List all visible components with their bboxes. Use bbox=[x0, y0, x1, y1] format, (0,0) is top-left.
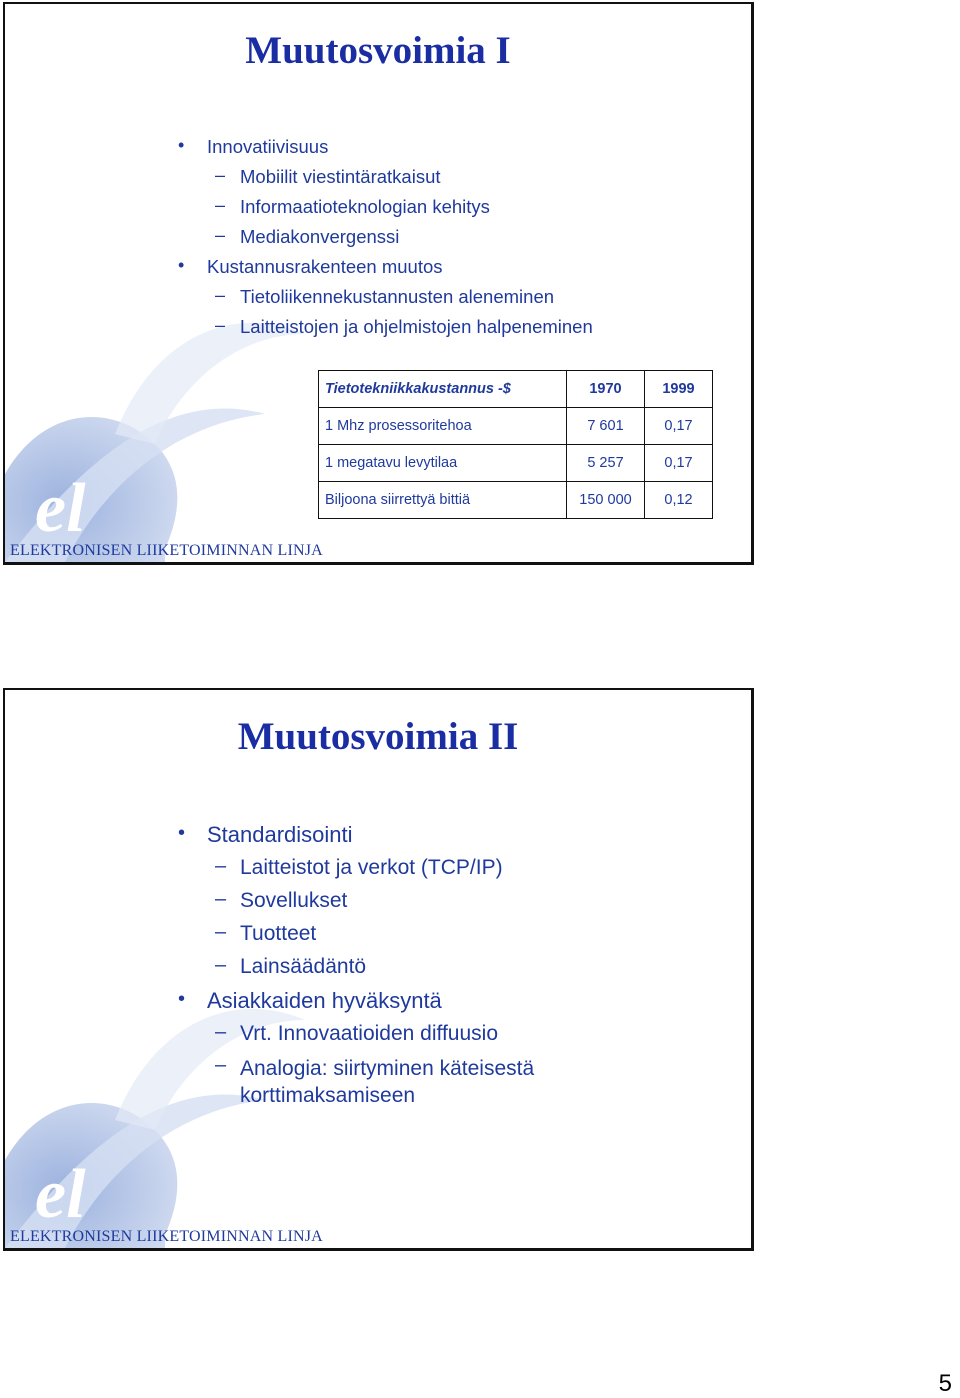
sub-bullet-text: Laitteistojen ja ohjelmistojen halpeneminen bbox=[240, 316, 593, 337]
bullet-marker: • bbox=[178, 822, 186, 844]
dash-marker: – bbox=[215, 315, 226, 335]
page-number: 5 bbox=[938, 1370, 952, 1397]
dash-marker: – bbox=[215, 855, 227, 877]
logo-text: ELEKTRONISEN LIIKETOIMINNAN LINJA bbox=[10, 1228, 323, 1245]
sub-bullet-text: Tietoliikennekustannusten aleneminen bbox=[240, 286, 555, 307]
bullet-text: Standardisointi bbox=[207, 822, 353, 847]
logo-el-mark: el bbox=[35, 1156, 86, 1233]
table-cell: 0,17 bbox=[645, 445, 713, 482]
bullet-text: Kustannusrakenteen muutos bbox=[207, 256, 443, 277]
bullet-marker: • bbox=[178, 988, 186, 1010]
table-cell: Biljoona siirrettyä bittiä bbox=[319, 482, 567, 519]
logo-text: ELEKTRONISEN LIIKETOIMINNAN LINJA bbox=[10, 542, 323, 559]
table-cell: 7 601 bbox=[567, 408, 645, 445]
table-cell: 0,12 bbox=[645, 482, 713, 519]
bullet-text: Innovatiivisuus bbox=[207, 136, 329, 157]
sub-bullet-text: Vrt. Innovaatioiden diffuusio bbox=[240, 1022, 499, 1045]
sub-bullet-text: Informaatioteknologian kehitys bbox=[240, 196, 490, 217]
table-cell: 0,17 bbox=[645, 408, 713, 445]
sub-bullet-text: Mobiilit viestintäratkaisut bbox=[240, 166, 441, 187]
slide-1 bbox=[3, 2, 754, 565]
sub-bullet-text: Mediakonvergenssi bbox=[240, 226, 400, 247]
table-cell: 1 megatavu levytilaa bbox=[319, 445, 567, 482]
sub-bullet-text: Tuotteet bbox=[240, 922, 317, 945]
table-header-cell: Tietotekniikkakustannus -$ bbox=[319, 371, 567, 408]
dash-marker: – bbox=[215, 195, 226, 215]
dash-marker: – bbox=[215, 921, 227, 943]
slide-2 bbox=[3, 688, 754, 1251]
dash-marker: – bbox=[215, 165, 226, 185]
bullet-marker: • bbox=[178, 135, 185, 155]
dash-marker: – bbox=[215, 1054, 227, 1076]
bullet-text: Asiakkaiden hyväksyntä bbox=[207, 988, 442, 1013]
table-cell: 5 257 bbox=[567, 445, 645, 482]
logo-el-mark: el bbox=[35, 470, 86, 547]
sub-bullet-text: Lainsäädäntö bbox=[240, 955, 367, 978]
dash-marker: – bbox=[215, 225, 226, 245]
dash-marker: – bbox=[215, 888, 227, 910]
dash-marker: – bbox=[215, 285, 226, 305]
table-row bbox=[319, 408, 713, 445]
table-header-cell: 1970 bbox=[567, 371, 645, 408]
sub-bullet-text: Analogia: siirtyminen käteisestä korttimaksamiseen bbox=[240, 1057, 535, 1107]
dash-marker: – bbox=[215, 954, 227, 976]
logo-swoosh-graphic bbox=[5, 690, 751, 1248]
slide-title: Muutosvoimia II bbox=[237, 715, 519, 758]
sub-bullet-text: Laitteistot ja verkot (TCP/IP) bbox=[240, 856, 503, 879]
slide-title: Muutosvoimia I bbox=[245, 29, 511, 72]
dash-marker: – bbox=[215, 1021, 227, 1043]
bullet-marker: • bbox=[178, 255, 185, 275]
table-cell: 150 000 bbox=[567, 482, 645, 519]
table-row bbox=[319, 445, 713, 482]
table-row bbox=[319, 482, 713, 519]
table-cell: 1 Mhz prosessoritehoa bbox=[319, 408, 567, 445]
sub-bullet-text: Sovellukset bbox=[240, 889, 348, 912]
table-header-cell: 1999 bbox=[645, 371, 713, 408]
table-header-row bbox=[319, 371, 713, 408]
cost-table bbox=[318, 370, 713, 519]
